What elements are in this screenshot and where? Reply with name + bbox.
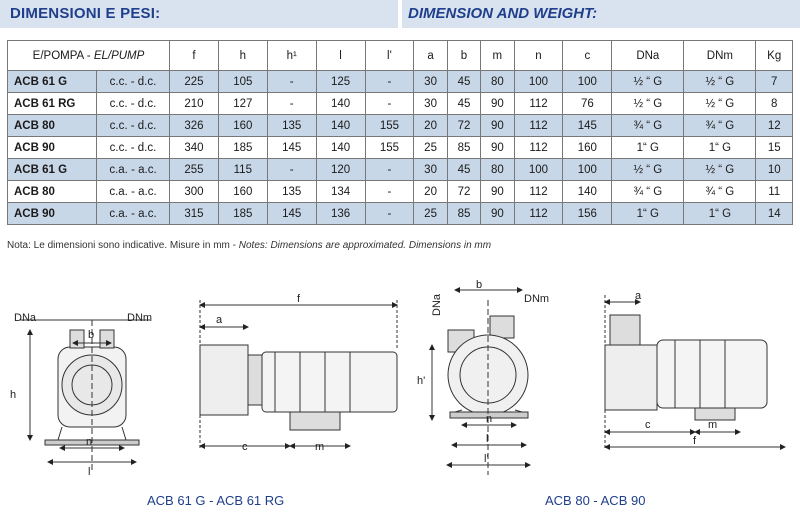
header-cell: a — [414, 41, 447, 71]
value-cell: 112 — [514, 203, 563, 225]
value-cell: - — [365, 93, 414, 115]
acb61-front-view — [20, 320, 150, 470]
value-cell: - — [267, 71, 316, 93]
value-cell: 112 — [514, 115, 563, 137]
value-cell: 80 — [481, 71, 514, 93]
value-cell: 340 — [170, 137, 219, 159]
value-cell: 90 — [481, 181, 514, 203]
value-cell: 12 — [756, 115, 793, 137]
value-cell: - — [365, 159, 414, 181]
value-cell: ½ “ G — [684, 159, 756, 181]
label-a: a — [635, 290, 642, 302]
value-cell: 1“ G — [684, 203, 756, 225]
title-english: DIMENSION AND WEIGHT: — [408, 5, 598, 22]
value-cell: 225 — [170, 71, 219, 93]
current-type-cell: c.c. - d.c. — [97, 115, 170, 137]
value-cell: 326 — [170, 115, 219, 137]
current-type-cell: c.c. - d.c. — [97, 71, 170, 93]
value-cell: 185 — [218, 203, 267, 225]
title-italian: DIMENSIONI E PESI: — [10, 5, 161, 22]
value-cell: 140 — [316, 137, 365, 159]
model-cell: ACB 80 — [8, 115, 97, 137]
value-cell: ¾ “ G — [684, 181, 756, 203]
acb61-side-view — [200, 300, 397, 450]
header-model: E/POMPA - EL/PUMP — [8, 41, 170, 71]
value-cell: 100 — [563, 159, 612, 181]
value-cell: 145 — [563, 115, 612, 137]
current-type-cell: c.a. - a.c. — [97, 159, 170, 181]
label-a: a — [216, 314, 223, 326]
value-cell: 255 — [170, 159, 219, 181]
value-cell: 25 — [414, 137, 447, 159]
value-cell: 1“ G — [612, 137, 684, 159]
value-cell: - — [267, 159, 316, 181]
value-cell: 30 — [414, 71, 447, 93]
value-cell: 160 — [218, 115, 267, 137]
label-n: n — [486, 413, 493, 425]
value-cell: 112 — [514, 137, 563, 159]
value-cell: 145 — [267, 203, 316, 225]
header-cell: m — [481, 41, 514, 71]
value-cell: 100 — [563, 71, 612, 93]
value-cell: ½ “ G — [612, 71, 684, 93]
header-cell: h — [218, 41, 267, 71]
label-l: l — [88, 466, 91, 478]
current-type-cell: c.a. - a.c. — [97, 203, 170, 225]
caption-left: ACB 61 G - ACB 61 RG — [147, 493, 285, 508]
value-cell: 112 — [514, 181, 563, 203]
value-cell: 140 — [316, 115, 365, 137]
label-dnm: DNm — [524, 293, 550, 305]
value-cell: 45 — [447, 93, 480, 115]
label-dnm: DNm — [127, 312, 153, 324]
value-cell: 10 — [756, 159, 793, 181]
value-cell: 300 — [170, 181, 219, 203]
value-cell: 140 — [563, 181, 612, 203]
value-cell: ½ “ G — [612, 93, 684, 115]
value-cell: 8 — [756, 93, 793, 115]
label-l1: l' — [484, 453, 489, 465]
value-cell: 90 — [481, 93, 514, 115]
current-type-cell: c.c. - d.c. — [97, 93, 170, 115]
header-cell: b — [447, 41, 480, 71]
model-cell: ACB 80 — [8, 181, 97, 203]
label-h1: h' — [417, 375, 426, 387]
value-cell: - — [365, 181, 414, 203]
value-cell: 72 — [447, 181, 480, 203]
model-cell: ACB 90 — [8, 137, 97, 159]
value-cell: 155 — [365, 115, 414, 137]
value-cell: 115 — [218, 159, 267, 181]
header-cell: n — [514, 41, 563, 71]
value-cell: 7 — [756, 71, 793, 93]
value-cell: 45 — [447, 159, 480, 181]
current-type-cell: c.a. - a.c. — [97, 181, 170, 203]
label-dna: DNa — [14, 312, 37, 324]
value-cell: 105 — [218, 71, 267, 93]
value-cell: 90 — [481, 115, 514, 137]
label-h: h — [10, 389, 17, 401]
value-cell: 20 — [414, 115, 447, 137]
value-cell: 210 — [170, 93, 219, 115]
label-c: c — [242, 441, 248, 453]
value-cell: 135 — [267, 181, 316, 203]
label-l: l — [486, 433, 489, 445]
value-cell: 315 — [170, 203, 219, 225]
label-f: f — [297, 293, 301, 305]
label-c: c — [645, 419, 651, 431]
value-cell: 15 — [756, 137, 793, 159]
value-cell: 1“ G — [684, 137, 756, 159]
value-cell: 30 — [414, 93, 447, 115]
value-cell: 14 — [756, 203, 793, 225]
header-cell: l — [316, 41, 365, 71]
value-cell: 45 — [447, 71, 480, 93]
value-cell: 120 — [316, 159, 365, 181]
model-cell: ACB 61 G — [8, 159, 97, 181]
value-cell: - — [365, 203, 414, 225]
label-m: m — [315, 441, 325, 453]
label-m: m — [708, 419, 718, 431]
model-cell: ACB 61 G — [8, 71, 97, 93]
table-note: Nota: Le dimensioni sono indicative. Misure in mm - Notes: Dimensions are approximated. Dimensions in mm — [7, 240, 492, 251]
value-cell: 125 — [316, 71, 365, 93]
value-cell: 72 — [447, 115, 480, 137]
value-cell: 80 — [481, 159, 514, 181]
header-cell: c — [563, 41, 612, 71]
value-cell: 100 — [514, 159, 563, 181]
value-cell: 160 — [563, 137, 612, 159]
value-cell: 30 — [414, 159, 447, 181]
header-cell: DNa — [612, 41, 684, 71]
model-cell: ACB 90 — [8, 203, 97, 225]
value-cell: - — [267, 93, 316, 115]
value-cell: 185 — [218, 137, 267, 159]
label-dna: DNa — [431, 293, 443, 316]
value-cell: ½ “ G — [612, 159, 684, 181]
value-cell: 112 — [514, 93, 563, 115]
caption-right: ACB 80 - ACB 90 — [545, 493, 646, 508]
value-cell: 127 — [218, 93, 267, 115]
value-cell: 90 — [481, 203, 514, 225]
value-cell: 90 — [481, 137, 514, 159]
value-cell: 85 — [447, 137, 480, 159]
header-cell: f — [170, 41, 219, 71]
header-cell: l' — [365, 41, 414, 71]
header-cell: DNm — [684, 41, 756, 71]
value-cell: ¾ “ G — [684, 115, 756, 137]
value-cell: ½ “ G — [684, 93, 756, 115]
value-cell: 100 — [514, 71, 563, 93]
value-cell: 160 — [218, 181, 267, 203]
value-cell: 134 — [316, 181, 365, 203]
value-cell: ¾ “ G — [612, 115, 684, 137]
value-cell: 140 — [316, 93, 365, 115]
label-f: f — [693, 435, 697, 447]
value-cell: ½ “ G — [684, 71, 756, 93]
value-cell: 155 — [365, 137, 414, 159]
current-type-cell: c.c. - d.c. — [97, 137, 170, 159]
acb80-side-view — [605, 295, 785, 450]
header-cell: h¹ — [267, 41, 316, 71]
value-cell: 1“ G — [612, 203, 684, 225]
value-cell: 25 — [414, 203, 447, 225]
value-cell: 76 — [563, 93, 612, 115]
label-b: b — [88, 329, 95, 341]
value-cell: 136 — [316, 203, 365, 225]
model-cell: ACB 61 RG — [8, 93, 97, 115]
value-cell: 85 — [447, 203, 480, 225]
value-cell: ¾ “ G — [612, 181, 684, 203]
label-b: b — [476, 279, 483, 291]
value-cell: - — [365, 71, 414, 93]
value-cell: 135 — [267, 115, 316, 137]
acb80-front-view — [432, 290, 530, 475]
value-cell: 20 — [414, 181, 447, 203]
value-cell: 11 — [756, 181, 793, 203]
header-cell: Kg — [756, 41, 793, 71]
value-cell: 145 — [267, 137, 316, 159]
label-n: n — [86, 436, 93, 448]
value-cell: 156 — [563, 203, 612, 225]
